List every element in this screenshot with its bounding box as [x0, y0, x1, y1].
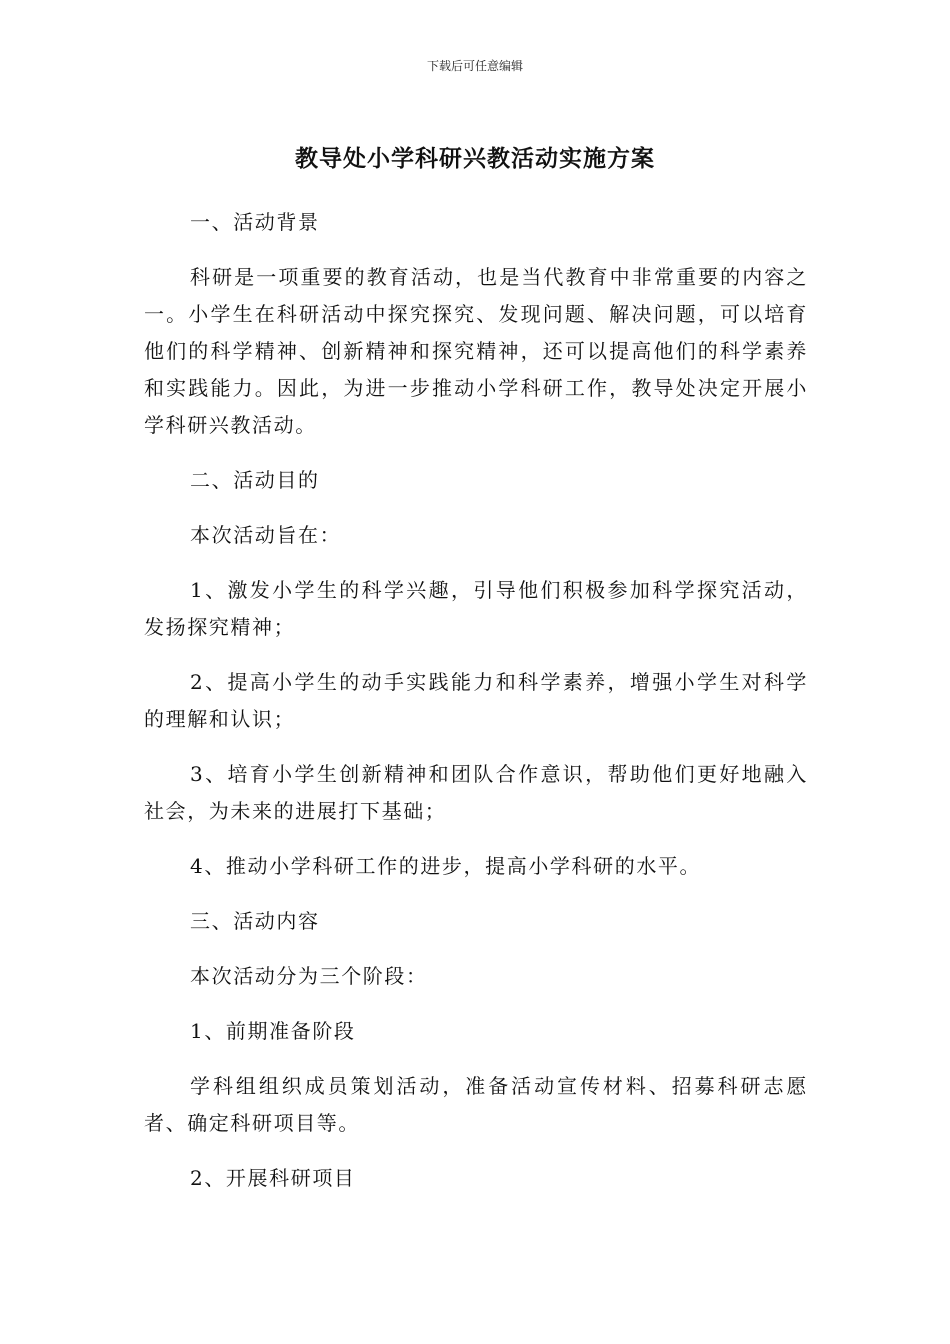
background-paragraph: 科研是一项重要的教育活动，也是当代教育中非常重要的内容之一。小学生在科研活动中探究探究、发现问题、解决问题，可以培育他们的科学精神、创新精神和探究精神，还可以提高他们的科学素养和实践能力。因此，为进一步推动小学科研工作，教导处决定开展小学科研兴教活动。	[144, 265, 808, 437]
document-title: 教导处小学科研兴教活动实施方案	[295, 146, 655, 172]
stage-1-heading: 1、前期准备阶段	[190, 1019, 356, 1043]
stage-1-paragraph: 学科组组织成员策划活动，准备活动宣传材料、招募科研志愿者、确定科研项目等。	[144, 1074, 808, 1135]
purpose-item-2: 2、提高小学生的动手实践能力和科学素养，增强小学生对科学的理解和认识；	[144, 670, 808, 731]
document-body	[144, 204, 808, 1215]
purpose-item-1: 1、激发小学生的科学兴趣，引导他们积极参加科学探究活动，发扬探究精神；	[144, 578, 808, 639]
section-heading-content: 三、活动内容	[190, 909, 320, 933]
purpose-item-4: 4、推动小学科研工作的进步，提高小学科研的水平。	[190, 854, 702, 878]
purpose-item-3: 3、培育小学生创新精神和团队合作意识，帮助他们更好地融入社会，为未来的进展打下基础；	[144, 762, 808, 823]
header-note: 下载后可任意编辑	[426, 59, 523, 73]
stage-2-heading: 2、开展科研项目	[190, 1166, 356, 1190]
section-heading-purpose: 二、活动目的	[190, 468, 320, 492]
content-intro: 本次活动分为三个阶段：	[190, 964, 428, 988]
purpose-intro: 本次活动旨在：	[190, 523, 342, 547]
section-heading-background: 一、活动背景	[190, 210, 320, 234]
